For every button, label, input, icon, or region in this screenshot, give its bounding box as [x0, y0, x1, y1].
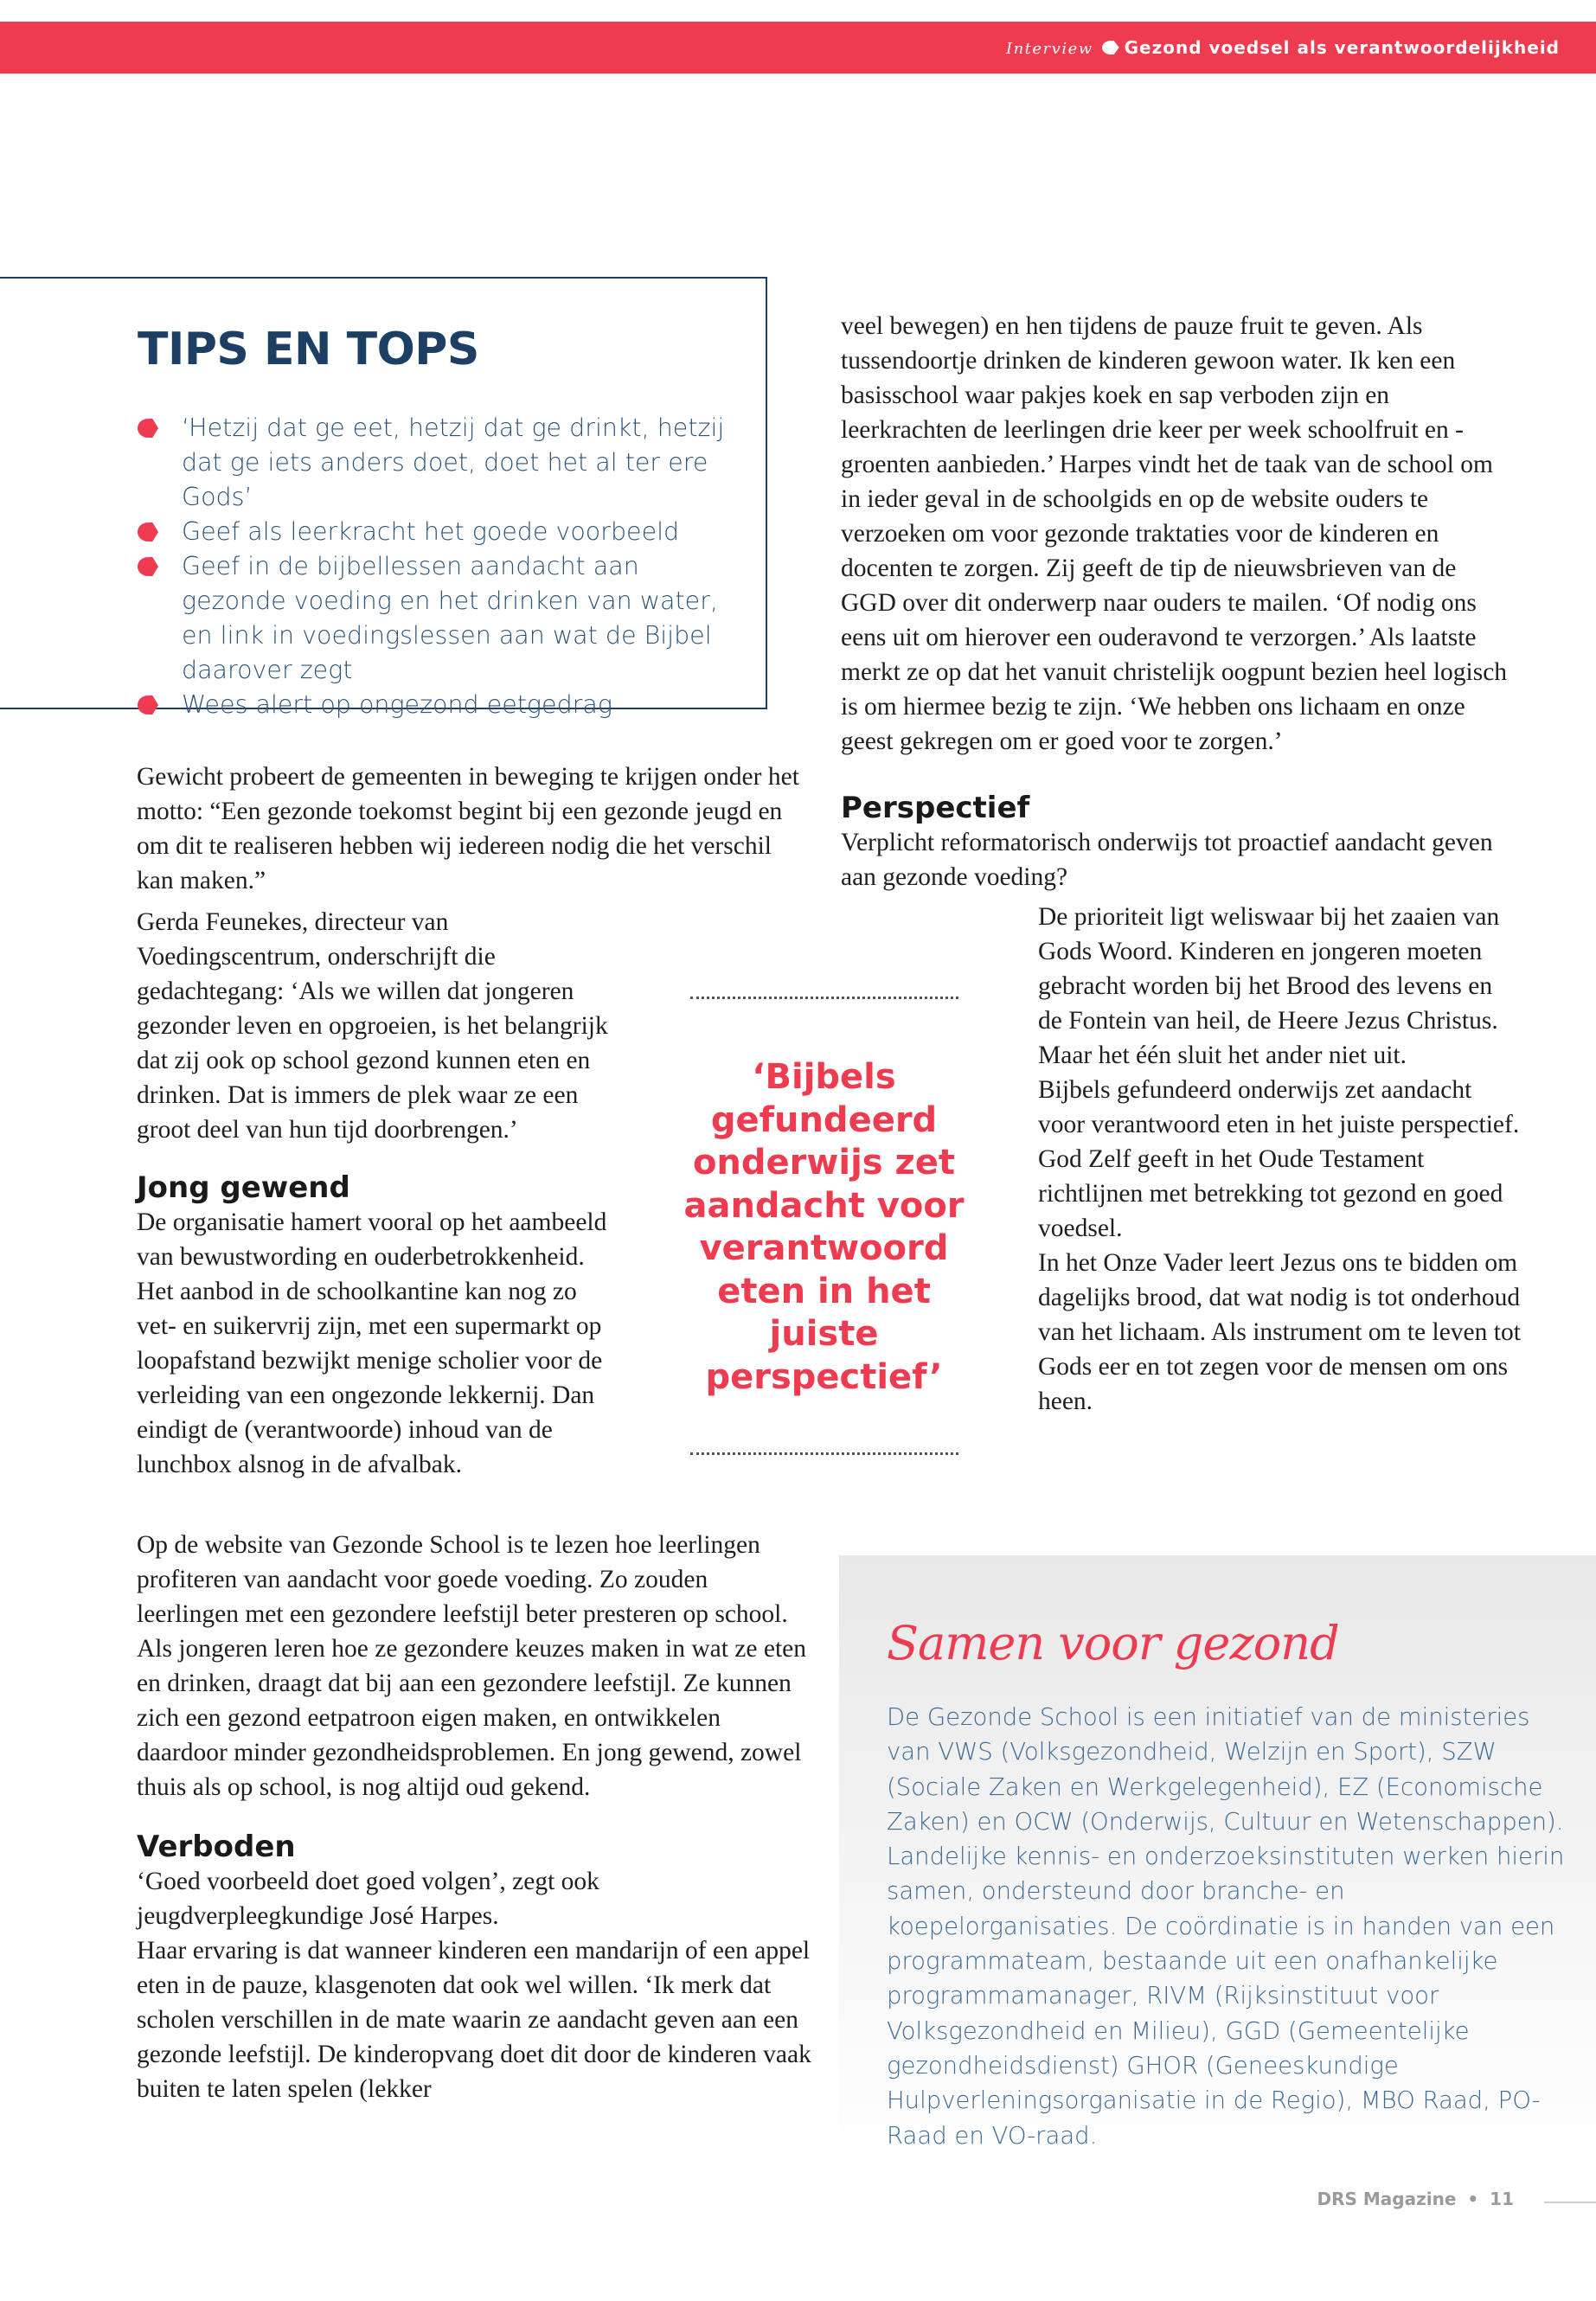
divider — [690, 1452, 958, 1455]
bullet-icon — [138, 419, 158, 438]
samen-voor-gezond-box — [839, 1555, 1596, 2171]
footer-rule — [1544, 2202, 1596, 2203]
tips-item: Wees alert op ongezond eetgedrag — [138, 688, 743, 722]
page-footer — [1317, 2189, 1514, 2209]
perspectief-section — [841, 791, 1516, 894]
gerda-paragraph: Gerda Feunekes, directeur van Voedingscentrum, onderschrijft die gedachtegang: ‘Als we willen dat jongeren gezonder leven en opgroeien, is het belangrijk dat zij ook op school gezond kunnen eten en drinken. Dat is immers de plek waar ze een groot deel van hun tijd doorbrengen.’ — [137, 908, 608, 1144]
perspectief-heading: Perspectief — [841, 791, 1030, 825]
magazine-name: DRS Magazine — [1317, 2189, 1457, 2209]
tips-item: Geef als leerkracht het goede voorbeeld — [138, 515, 743, 549]
bullet-icon — [138, 695, 158, 715]
tips-heading: TIPS EN TOPS — [138, 324, 479, 375]
article-title: Gezond voedsel als verantwoordelijkheid — [1124, 37, 1560, 58]
page-number: 11 — [1490, 2189, 1514, 2209]
continued-paragraph: veel bewegen) en hen tijdens de pauze fruit te geven. Als tussendoortje drinken de kinderen gewoon water. Ik ken een basisschool waar pakjes koek en sap verboden zijn en leerkrachten de leerlingen drie keer per week schoolfruit en -groenten aanbieden.’ Harpes vindt het de taak van de school om in ieder geval in de schoolgids en op de website ouders te verzoeken om voor gezonde traktaties voor de kinderen en docenten te zorgen. Zij geeft de tip de nieuwsbrieven van de GGD over dit onderwerp naar ouders te mailen. ‘Of nodig ons eens uit om hierover een ouderavond te verzorgen.’ Als laatste merkt ze op dat het vanuit christelijk oogpunt bezien heel logisch is om hiermee bezig te zijn. ‘We hebben ons lichaam en onze geest gekregen om er goed voor te zorgen.’ — [841, 312, 1508, 755]
verboden-text-2: Haar ervaring is dat wanneer kinderen een mandarijn of een appel eten in de pauze, klasgenoten dat ook wel willen. ‘Ik merk dat scholen verschillen in de mate waarin ze aandacht geven aan een gezonde leefstijl. De kinderopvang doet dit door de kinderen vaak buiten te laten spelen (lekker — [137, 1937, 811, 2103]
pull-quote-text: ‘Bijbels gefundeerd onderwijs zet aandacht voor verantwoord eten in het juiste perspectief’ — [683, 1057, 965, 1397]
tips-item: ‘Hetzij dat ge eet, hetzij dat ge drinkt, hetzij dat ge iets anders doet, doet het al ter ere Gods’ — [138, 411, 743, 515]
arrow-icon — [1102, 41, 1119, 54]
perspectief-text: De prioriteit ligt weliswaar bij het zaaien van Gods Woord. Kinderen en jongeren moeten gebracht worden bij het Brood des levens en de Fontein van heil, de Heere Jezus Christus. Maar het één sluit het ander niet uit. Bijbels gefundeerd onderwijs zet aandacht voor verantwoord eten in het juiste perspectief. God Zelf geeft in het Oude Testament richtlijnen met betrekking tot gezond en goed voedsel. In het Onze Vader leert Jezus ons te bidden om dagelijks brood, dat wat nodig is tot onderhoud van het lichaam. Als instrument om te leven tot Gods eer en tot zegen voor de mensen om ons heen. — [1038, 903, 1521, 1415]
breadcrumb — [1006, 22, 1560, 74]
tips-item: Geef in de bijbellessen aandacht aan gezonde voeding en het drinken van water, en link in voedingslessen aan wat de Bijbel daarover zegt — [138, 549, 743, 688]
verboden-section — [137, 1830, 811, 2106]
section-label: Interview — [1005, 40, 1093, 58]
pull-quote — [666, 997, 982, 1455]
perspectief-question: Verplicht reformatorisch onderwijs tot proactief aandacht geven aan gezonde voeding? — [841, 829, 1493, 891]
verboden-text-1: ‘Goed voorbeeld doet goed volgen’, zegt ook jeugdverpleegkundige José Harpes. — [137, 1868, 599, 1930]
jong-gewend-heading: Jong gewend — [137, 1170, 350, 1205]
tips-list — [138, 411, 743, 722]
samen-title: Samen voor gezond — [887, 1616, 1339, 1670]
header-bar — [0, 22, 1596, 74]
footer-separator: • — [1467, 2189, 1479, 2209]
website-paragraph: Op de website van Gezonde School is te lezen hoe leerlingen profiteren van aandacht voor goede voeding. Zo zouden leerlingen met een gezondere leefstijl beter presteren op school. Als jongeren leren hoe ze gezondere keuzes maken in wat ze eten en drinken, draagt dat bij aan een gezondere leefstijl. Ze kunnen zich een gezond eetpatroon eigen maken, en ontwikkelen daardoor minder gezondheidsproblemen. En jong gewend, zowel thuis als op school, is nog altijd oud gekend. — [137, 1531, 807, 1801]
samen-text: De Gezonde School is een initiatief van de ministeries van VWS (Volksgezondheid, Welzijn en Sport), SZW (Sociale Zaken en Werkgelegenheid), EZ (Economische Zaken) en OCW (Onderwijs, Cultuur en Wetenschappen). Landelijke kennis- en onderzoeksinstituten werken hierin samen, ondersteund door branche- en koepelorganisaties. De coördinatie is in handen van een programmateam, bestaande uit een onafhankelijke programmamanager, RIVM (Rijksinstituut voor Volksgezondheid en Milieu), GGD (Gemeentelijke gezondheidsdienst) GHOR (Geneeskundige Hulpverleningsorganisatie in de Regio), MBO Raad, PO-Raad en VO-raad. — [887, 1703, 1565, 2150]
bullet-icon — [138, 557, 158, 576]
jong-gewend-text: De organisatie hamert vooral op het aambeeld van bewustwording en ouderbetrokkenheid. Het aanbod in de schoolkantine kan nog zo vet- en suikervrij zijn, met een supermarkt op loopafstand bezwijkt menige scholier voor de verleiding van een ongezonde lekkernij. Dan eindigt de (verantwoorde) inhoud van de lunchbox alsnog in de afvalbak. — [137, 1208, 607, 1478]
verboden-heading: Verboden — [137, 1830, 296, 1864]
tips-box — [0, 277, 767, 719]
intro-paragraph: Gewicht probeert de gemeenten in beweging te krijgen onder het motto: “Een gezonde toekomst begint bij een gezonde jeugd en om dit te realiseren hebben wij iedereen nodig die het verschil kan maken.” — [137, 763, 799, 894]
jong-gewend-section — [137, 1170, 621, 1482]
bullet-icon — [138, 522, 158, 542]
